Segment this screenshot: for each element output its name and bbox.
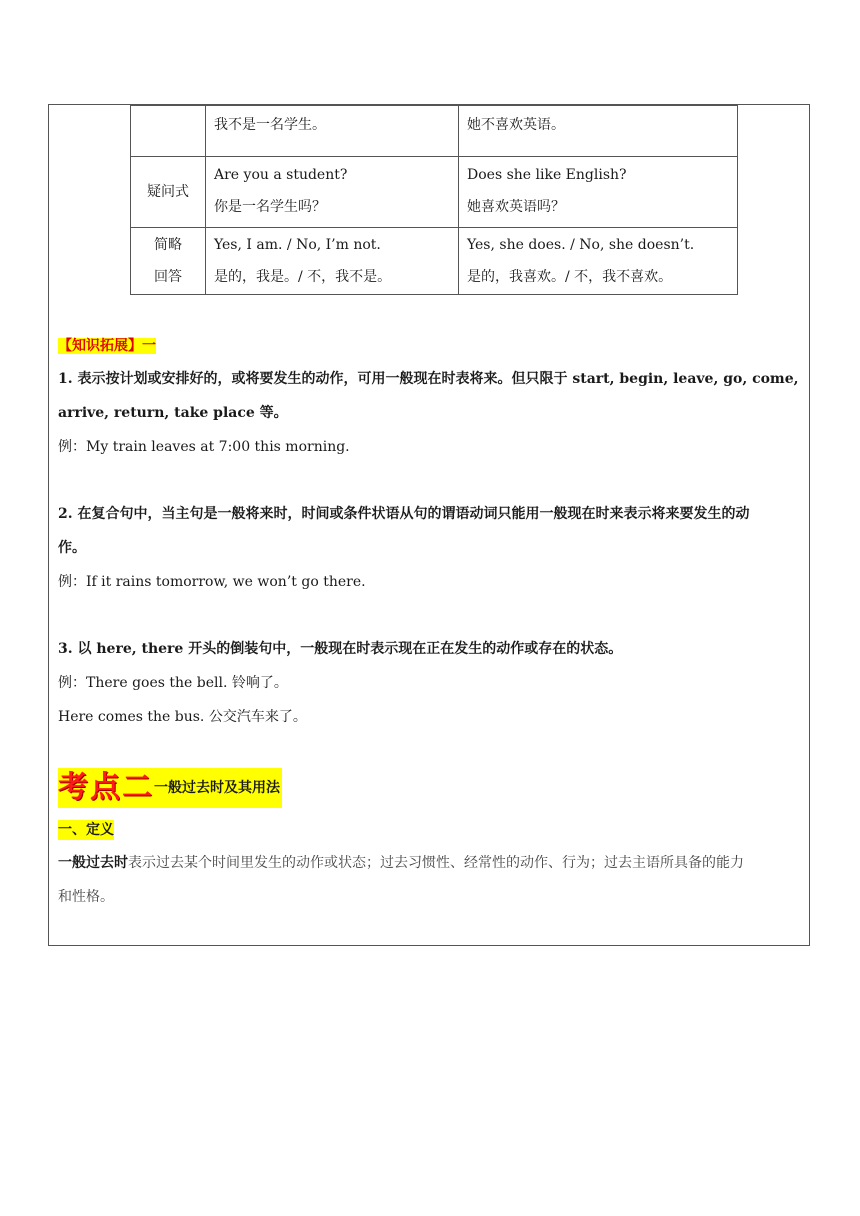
table-cell: Are you a student? 你是一名学生吗？ xyxy=(206,157,459,228)
point-3-line-1: 3. 以 here, there 开头的倒装句中，一般现在时表示现在正在发生的动作或存在的状态。 xyxy=(58,641,623,657)
table-cell: Does she like English? 她喜欢英语吗？ xyxy=(459,157,738,228)
table-cell: Yes, I am. / No, I’m not. 是的，我是。/ 不，我不是。 xyxy=(206,228,459,295)
definition-line-2: 和性格。 xyxy=(58,889,114,905)
section-2-heading xyxy=(58,768,282,808)
section-badge: 考点二 xyxy=(58,770,154,805)
point-1-example: 例：My train leaves at 7:00 this morning. xyxy=(58,439,350,455)
row-label xyxy=(131,106,206,157)
point-2-example: 例：If it rains tomorrow, we won’t go there. xyxy=(58,574,366,590)
table-cell: 我不是一名学生。 xyxy=(206,106,459,157)
table-cell: 她不喜欢英语。 xyxy=(459,106,738,157)
row-label: 简略 回答 xyxy=(131,228,206,295)
definition-subheading: 一、定义 xyxy=(58,822,114,838)
row-label: 疑问式 xyxy=(131,157,206,228)
content-frame xyxy=(48,104,810,946)
definition-line-1: 一般过去时表示过去某个时间里发生的动作或状态；过去习惯性、经常性的动作、行为；过去主语所具备的能力 xyxy=(58,855,744,871)
point-1-line-1: 1. 表示按计划或安排好的，或将要发生的动作，可用一般现在时表将来。但只限于 start, begin, leave, go, come, xyxy=(58,371,799,387)
point-2-line-2: 作。 xyxy=(58,540,86,556)
point-3-example-2: Here comes the bus. 公交汽车来了。 xyxy=(58,709,307,725)
section-title: 一般过去时及其用法 xyxy=(154,780,280,796)
table-row xyxy=(131,106,738,157)
definition-term: 一般过去时 xyxy=(58,855,128,871)
table-cell: Yes, she does. / No, she doesn’t. 是的，我喜欢。/ 不，我不喜欢。 xyxy=(459,228,738,295)
point-3-example-1: 例：There goes the bell. 铃响了。 xyxy=(58,675,288,691)
table-row xyxy=(131,157,738,228)
point-2-line-1: 2. 在复合句中，当主句是一般将来时，时间或条件状语从句的谓语动词只能用一般现在时来表示将来要发生的动 xyxy=(58,506,750,522)
table-row xyxy=(131,228,738,295)
grammar-table xyxy=(130,105,738,295)
point-1-line-2: arrive, return, take place 等。 xyxy=(58,405,288,421)
extension-heading: 【知识拓展】一 xyxy=(58,338,156,354)
